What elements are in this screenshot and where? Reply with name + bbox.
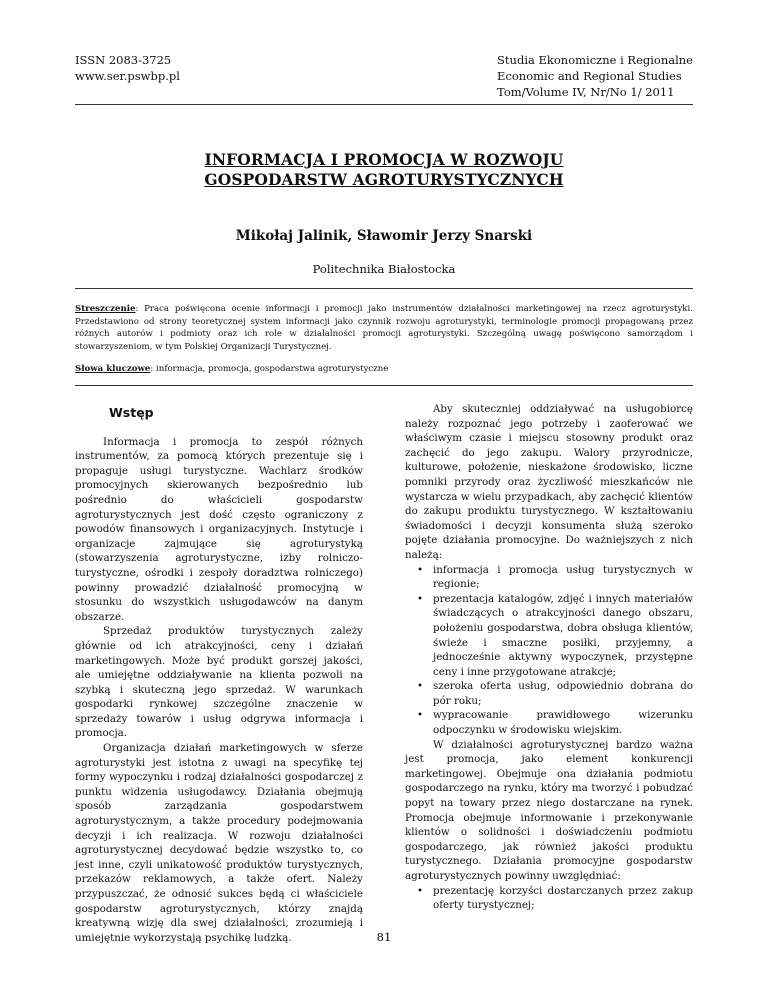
paragraph: Aby skuteczniej oddziaływać na usługobiorcę należy rozpoznać jego potrzeby i zaoferować we właściwym czasie i miejscu stosowny produkt oraz zachęcić do jego zakupu. Walory przyrodnicze, kulturowe, położenie, nieskażone środowisko, liczne pomniki przyrody oraz życzliwość mieszkańców nie wystarcza w wielu przypadkach, aby zachęcić klientów do zakupu produktu turystycznego. W kształtowaniu świadomości i decyzji konsumenta służą szeroko pojęte działania promocyjne. Do ważniejszych z nich należą: xyxy=(405,403,693,561)
header-divider xyxy=(75,104,693,105)
website-link[interactable]: www.ser.pswbp.pl xyxy=(75,69,180,83)
keywords: Słowa kluczowe: informacja, promocja, gospodarstwa agroturystyczne xyxy=(75,364,389,374)
header-left xyxy=(75,52,180,84)
paper-title xyxy=(75,150,693,190)
header-right xyxy=(497,52,693,100)
left-column xyxy=(75,402,363,945)
abstract-label: Streszczenie xyxy=(75,304,136,314)
journal-name-en: Economic and Regional Studies xyxy=(497,69,682,83)
abstract-divider xyxy=(75,288,693,289)
volume-info: Tom/Volume IV, Nr/No 1/ 2011 xyxy=(497,85,675,99)
paragraph: Sprzedaż produktów turystycznych zależy głównie od ich atrakcyjności, ceny i działań marketingowych. Może być produkt gorszej jakości, ale umiejętne oddziaływanie na klienta pozwoli na szybką i skuteczną jego sprzedaż. W warunkach gospodarki rynkowej szczególne znaczenie w sprzedaży towarów i usług odgrywa informacja i promocja. xyxy=(75,625,363,740)
paragraph: W działalności agroturystycznej bardzo ważna jest promocja, jako element konkurencji marketingowej. Obejmuje ona działania podmiotu gospodarczego na rynku, który ma tworzyć i pobudzać popyt na towary przez niego dostarczane na rynek. Promocja obejmuje informowanie i przekonywanie klientów o solidności i doświadczeniu podmiotu gospodarczego, jak również jakości produktu turystycznego. Działania promocyjne gospodarstw agroturystycznych powinny uwzględniać: xyxy=(405,738,693,882)
bullet-icon: • xyxy=(417,709,424,722)
list-item: • szeroka oferta usług, odpowiednio dobrana do pór roku; xyxy=(417,680,693,707)
bullet-icon: • xyxy=(417,563,424,576)
list-item: • informacja i promocja usług turystycznych w regionie; xyxy=(417,563,693,591)
affiliation: Politechnika Białostocka xyxy=(312,262,456,276)
journal-name-pl: Studia Ekonomiczne i Regionalne xyxy=(497,53,693,67)
abstract: Streszczenie: Praca poświęcona ocenie informacji i promocji jako instrumentów działalności marketingowej na rzecz agroturystyki. Przedstawiono od strony teoretycznej system informacji jako czynnik rozwoju agroturystyki, terminologie promocji propagowaną przez różnych autorów i podmioty oraz ich role w działalności promocji agroturystyki. Szczególną uwagę poświęcono samorządom i stowarzyszeniom, w tym Polskiej Organizacji Turystycznej. xyxy=(75,304,693,352)
bullet-list xyxy=(405,884,693,913)
paragraph: Informacja i promocja to zespół różnych instrumentów, za pomocą których prezentuje się i propaguje usługi turystyczne. Wachlarz środków promocyjnych skierowanych bezpośrednio lub pośrednio do właścicieli gospodarstw agroturystycznych jest dość często ograniczony z powodów finansowych i organizacyjnych. Instytucje i organizacje zajmujące się agroturystyką (stowarzyszenia agroturystyczne, izby rolniczo-turystyczne, ośrodki i zespoły doradztwa rolniczego) powinny prowadzić działalność promocyjną w stosunku do wszystkich usługodawców na danym obszarze. xyxy=(75,435,363,623)
right-column xyxy=(405,402,693,913)
issn: ISSN 2083-3725 xyxy=(75,53,172,67)
paragraph: Organizacja działań marketingowych w sferze agroturystyki jest istotna z uwagi na specyfikę tej formy wypoczynku i rodzaj działalności gospodarczej z punktu widzenia usługodawcy. Działania obejmują sposób zarządzania gospodarstwem agroturystycznym, a także procedury podejmowania decyzji i ich realizacja. W rozwoju działalności agroturystycznej decydować będzie wszystko to, co jest inne, czyli unikatowość produktów turystycznych, przekazów reklamowych, a także ofert. Należy przypuszczać, że odnosić sukces będą ci właściciele gospodarstw agroturystycznych, którzy znajdą kreatywną wizję dla swej działalności, zrozumieją i umiejętnie wykorzystają psychikę ludzką. xyxy=(75,742,363,944)
list-item: • wypracowanie prawidłowego wizerunku odpoczynku w środowisku wiejskim. xyxy=(417,709,693,737)
bullet-icon: • xyxy=(417,680,424,693)
section-heading: Wstęp xyxy=(109,405,154,420)
title-line-2: GOSPODARSTW AGROTURYSTYCZNYCH xyxy=(204,170,564,189)
keywords-divider xyxy=(75,385,693,386)
title-line-1: INFORMACJA I PROMOCJA W ROZWOJU xyxy=(204,150,564,169)
abstract-text: Praca poświęcona ocenie informacji i promocji jako instrumentów działalności marketingowej na rzecz agroturystyki. Przedstawiono od strony teoretycznej system informacji jako czynnik rozwoju agroturystyki, terminologie promocji propagowaną przez różnych autorów i podmioty oraz ich role w działalności promocji agroturystyki. Szczególną uwagę poświęcono samorządom i stowarzyszeniom, w tym Polskiej Organizacji Turystycznej. xyxy=(75,304,693,352)
list-item: • prezentacja katalogów, zdjęć i innych materiałów świadczących o atrakcyjności danego obszaru, położeniu gospodarstwa, dobra obsługa klientów, świeże i smaczne posiłki, przyjemny, a jednocześnie aktywny wypoczynek, przystępne ceny i inne przygotowane atrakcje; xyxy=(417,592,693,678)
keywords-text: informacja, promocja, gospodarstwa agroturystyczne xyxy=(156,364,389,374)
bullet-icon: • xyxy=(417,884,424,897)
bullet-list xyxy=(405,563,693,738)
keywords-label: Słowa kluczowe xyxy=(75,364,151,374)
bullet-icon: • xyxy=(417,592,424,605)
list-item: • prezentację korzyści dostarczanych przez zakup oferty turystycznej; xyxy=(417,884,693,912)
authors: Mikołaj Jalinik, Sławomir Jerzy Snarski xyxy=(235,228,533,244)
page-number: 81 xyxy=(376,930,392,944)
